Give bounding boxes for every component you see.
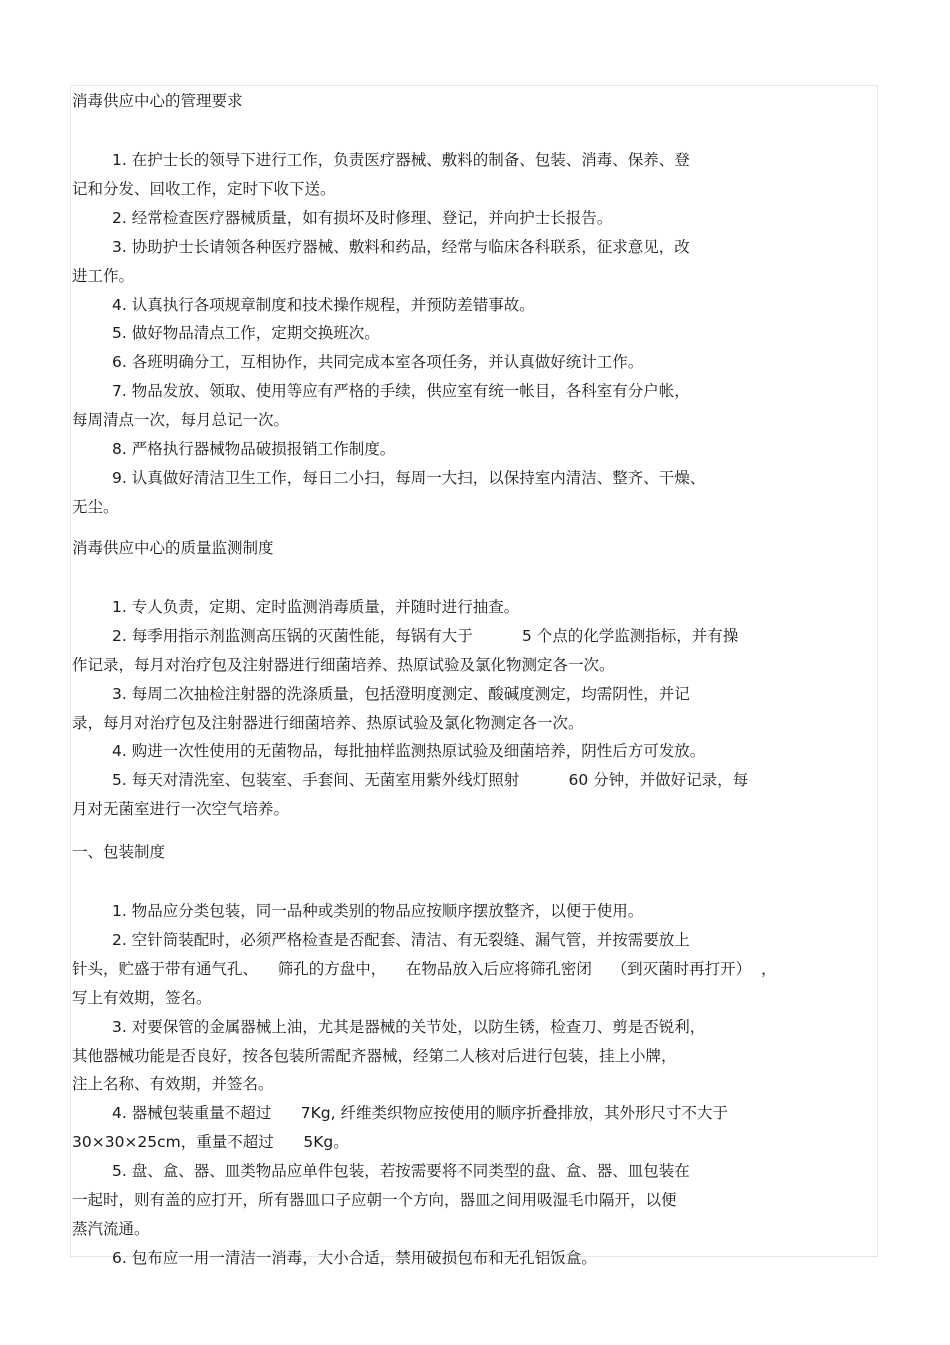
list-item: 3. 每周二次抽检注射器的洗涤质量，包括澄明度测定、酸碱度测定，均需阴性，并记 (112, 685, 690, 703)
list-item-continuation: 每周清点一次，每月总记一次。 (72, 411, 290, 429)
list-item-continuation: 无尘。 (72, 498, 119, 516)
list-item: 9. 认真做好清洁卫生工作，每日二小扫，每周一大扫，以保持室内清洁、整齐、干燥、 (112, 469, 706, 487)
list-item-continuation: 进工作。 (72, 267, 135, 285)
list-item-continuation: 记和分发、回收工作，定时下收下送。 (72, 180, 336, 198)
list-item: 5. 做好物品清点工作，定期交换班次。 (112, 324, 380, 342)
list-item: 1. 物品应分类包装，同一品种或类别的物品应按顺序摆放整齐，以便于使用。 (112, 902, 644, 920)
list-item-continuation: 30×30×25cm，重量不超过 5Kg。 (72, 1133, 349, 1151)
list-item: 5. 盘、盒、器、皿类物品应单件包装，若按需要将不同类型的盘、盒、器、皿包装在 (112, 1162, 690, 1180)
list-item: 2. 每季用指示剂监测高压锅的灭菌性能，每锅有大于 5 个点的化学监测指标，并有操 (112, 627, 739, 645)
list-item-continuation: 录，每月对治疗包及注射器进行细菌培养、热原试验及氯化物测定各一次。 (72, 714, 584, 732)
list-item: 3. 对要保管的金属器械上油，尤其是器械的关节处，以防生锈，检查刀、剪是否锐利， (112, 1018, 706, 1036)
list-item: 1. 在护士长的领导下进行工作，负责医疗器械、敷料的制备、包装、消毒、保养、登 (112, 151, 690, 169)
list-item-continuation: 其他器械功能是否良好，按各包装所需配齐器械，经第二人核对后进行包装，挂上小牌， (72, 1047, 677, 1065)
list-item: 2. 经常检查医疗器械质量，如有损坏及时修理、登记，并向护士长报告。 (112, 209, 613, 227)
list-item-continuation: 写上有效期，签名。 (72, 989, 212, 1007)
list-item: 8. 严格执行器械物品破损报销工作制度。 (112, 440, 396, 458)
list-item: 3. 协助护士长请领各种医疗器械、敷料和药品，经常与临床各科联系，征求意见，改 (112, 238, 690, 256)
list-item: 4. 器械包装重量不超过 7Kg, 纤维类织物应按使用的顺序折叠排放，其外形尺寸不大于 (112, 1104, 728, 1122)
list-item-continuation: 针头，贮盛于带有通气孔、 筛孔的方盘中， 在物品放入后应将筛孔密闭 （到灭菌时再打开） ， (72, 960, 777, 978)
list-item: 2. 空针筒装配时，必须严格检查是否配套、清洁、有无裂缝、漏气管，并按需要放上 (112, 931, 690, 949)
list-item: 6. 包布应一用一清洁一消毒，大小合适，禁用破损包布和无孔铝饭盒。 (112, 1249, 597, 1267)
section-title: 一、包装制度 (72, 843, 166, 861)
list-item: 6. 各班明确分工，互相协作，共同完成本室各项任务，并认真做好统计工作。 (112, 353, 644, 371)
list-item-continuation: 作记录，每月对治疗包及注射器进行细菌培养、热原试验及氯化物测定各一次。 (72, 656, 615, 674)
section-title: 消毒供应中心的管理要求 (72, 92, 243, 110)
list-item-continuation: 一起时，则有盖的应打开，所有器皿口子应朝一个方向，器皿之间用吸湿毛巾隔开，以便 (72, 1191, 677, 1209)
list-item: 5. 每天对清洗室、包装室、手套间、无菌室用紫外线灯照射 60 分钟，并做好记录，每 (112, 771, 749, 789)
list-item-continuation: 注上名称、有效期，并签名。 (72, 1075, 274, 1093)
list-item-continuation: 蒸汽流通。 (72, 1220, 150, 1238)
list-item: 1. 专人负责，定期、定时监测消毒质量，并随时进行抽查。 (112, 598, 520, 616)
section-title: 消毒供应中心的质量监测制度 (72, 539, 274, 557)
list-item-continuation: 月对无菌室进行一次空气培养。 (72, 800, 290, 818)
list-item: 4. 购进一次性使用的无菌物品，每批抽样监测热原试验及细菌培养，阴性后方可发放。 (112, 742, 706, 760)
list-item: 4. 认真执行各项规章制度和技术操作规程，并预防差错事故。 (112, 296, 535, 314)
list-item: 7. 物品发放、领取、使用等应有严格的手续，供应室有统一帐目，各科室有分户帐， (112, 382, 690, 400)
